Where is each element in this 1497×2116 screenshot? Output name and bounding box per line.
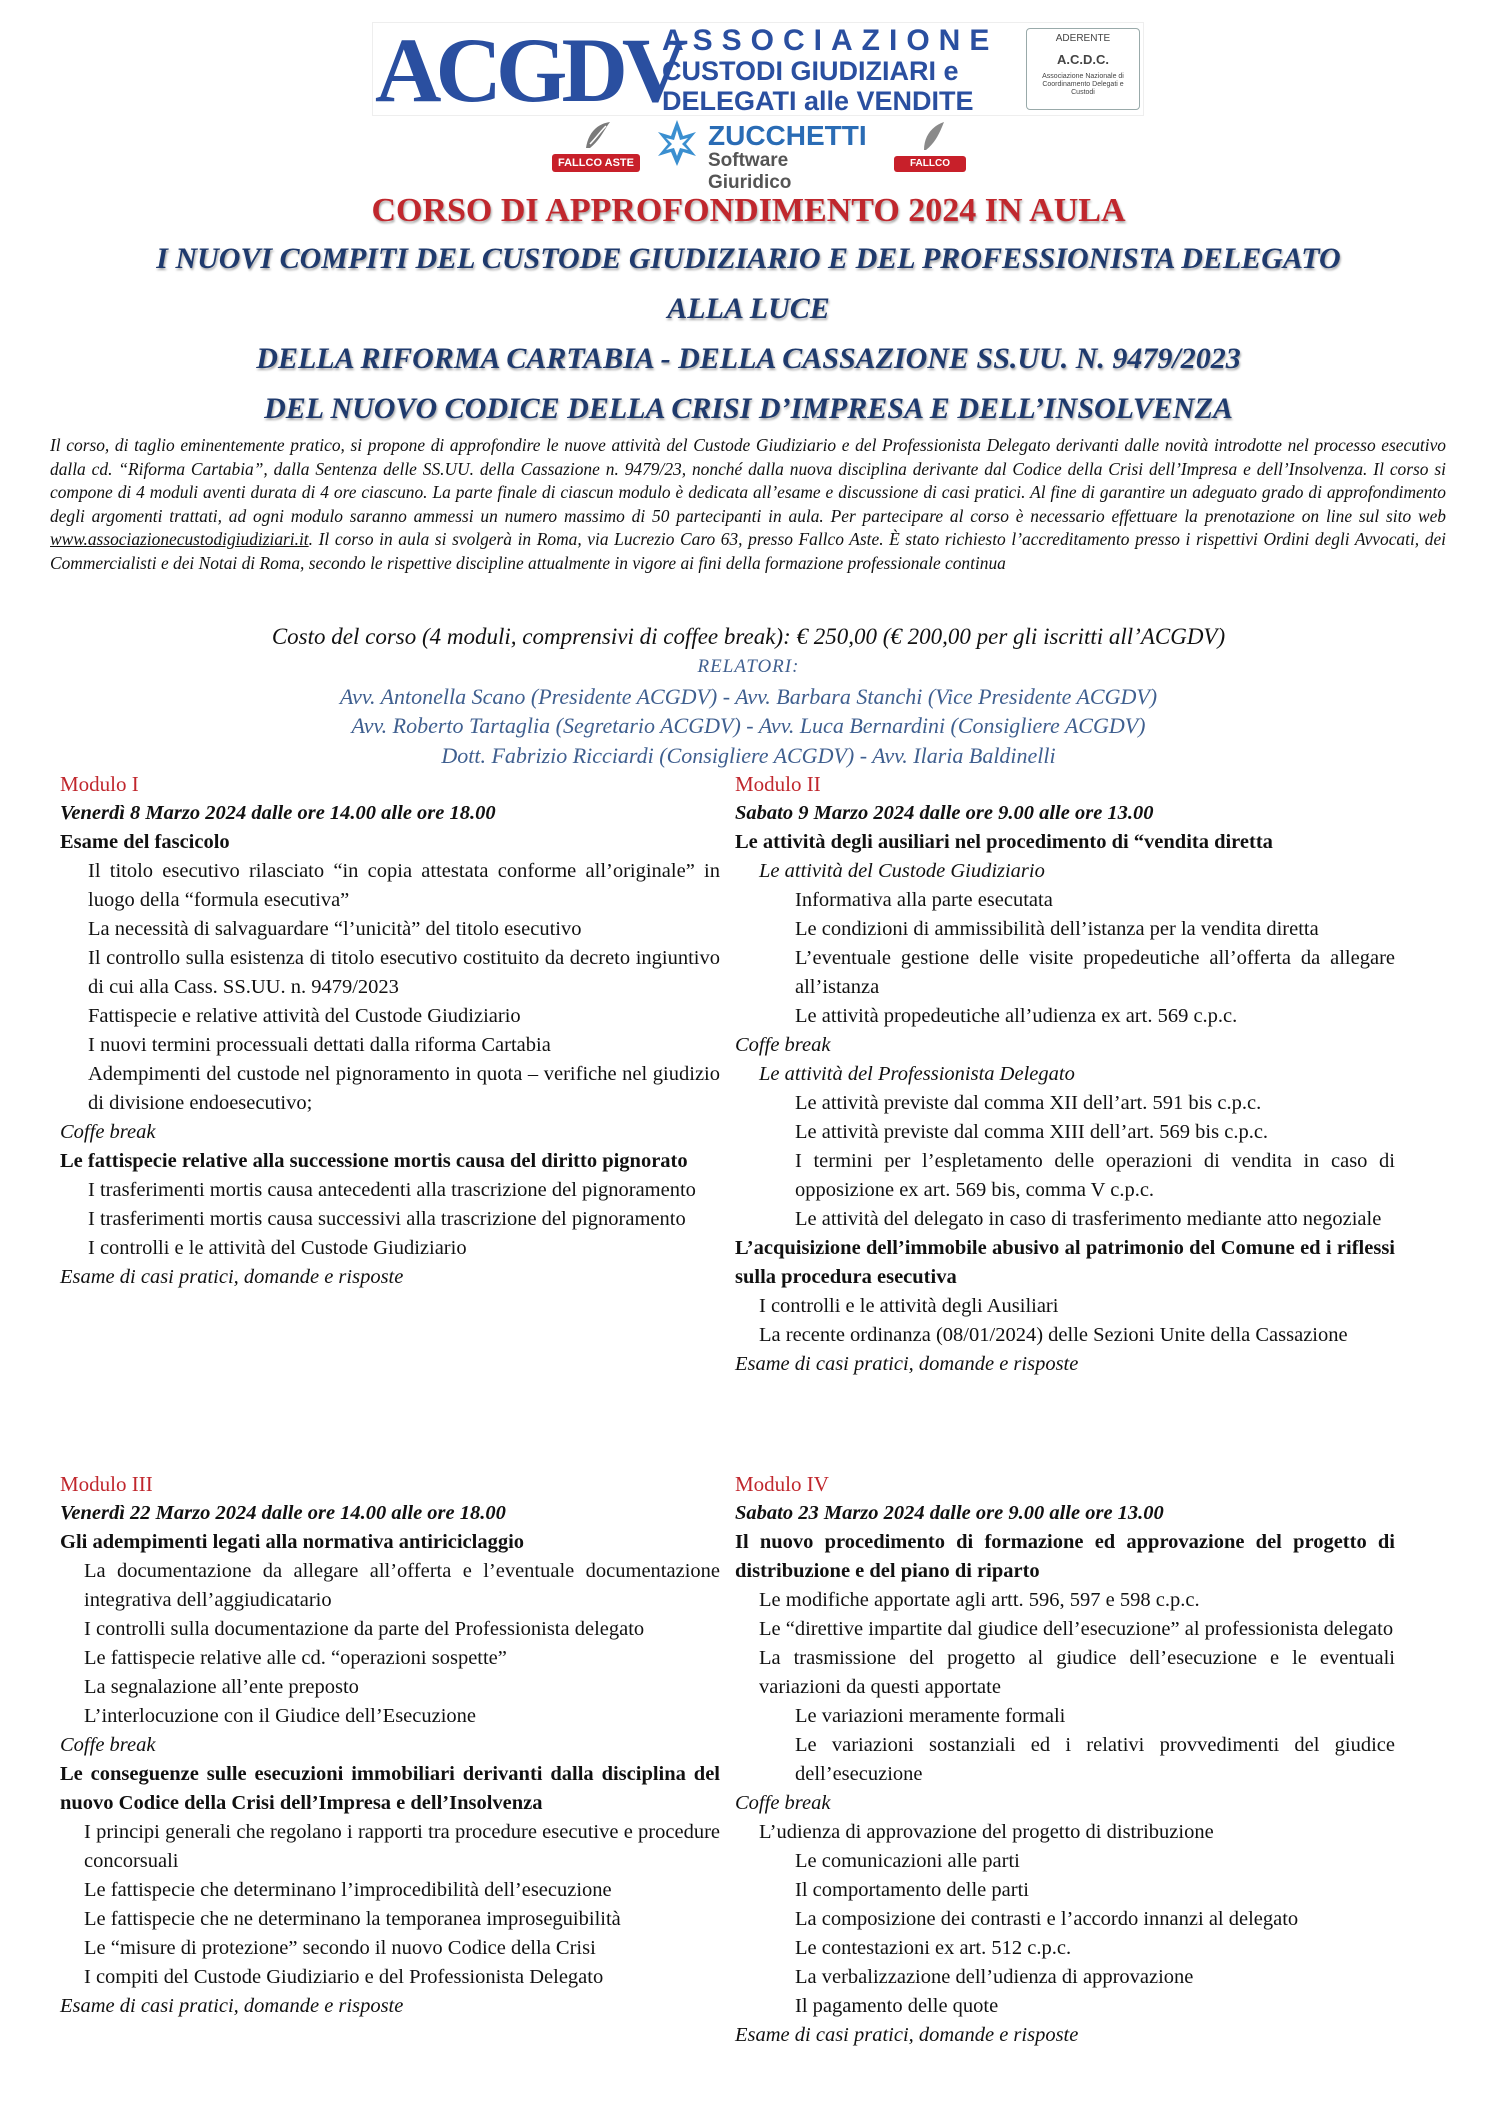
intro-text-after: . Il corso in aula si svolgerà in Roma, via Lucrezio Caro 63, presso Fallco Aste. È stato richiesto l’accreditamento presso i rispettivi Ordini degli Avvocati, dei Commercialisti e dei Notai di Roma, secondo le rispettive discipline attualmente in vigore ai fini della formazione professionale continua (50, 529, 1446, 573)
module-4 (735, 1470, 1395, 2050)
module-date: Sabato 23 Marzo 2024 dalle ore 9.00 alle ore 13.00 (735, 1502, 1164, 1524)
list-item: Le attività propedeutiche all’udienza ex art. 569 c.p.c. (795, 1005, 1238, 1027)
list-item: La necessità di salvaguardare “l’unicità” del titolo esecutivo (88, 918, 582, 940)
zucchetti-star-icon (656, 118, 698, 168)
coffee-break: Coffe break (60, 1121, 156, 1143)
list-item: Le fattispecie relative alle cd. “operazioni sospette” (84, 1647, 507, 1669)
fallco-aste-label: FALLCO ASTE (552, 154, 640, 172)
header (0, 0, 1497, 193)
section-heading: Esame del fascicolo (60, 831, 230, 853)
list-item: Le variazioni meramente formali (795, 1705, 1066, 1727)
list-item: Le condizioni di ammissibilità dell’istanza per la vendita diretta (795, 918, 1319, 940)
speakers (0, 652, 1497, 770)
fallco-aste-logo (552, 120, 642, 172)
zucchetti-subtitle: Software Giuridico (708, 150, 792, 193)
list-item: Le fattispecie che ne determinano la temporanea improseguibilità (84, 1908, 621, 1930)
subsection-heading: L’udienza di approvazione del progetto di distribuzione (759, 1821, 1214, 1843)
fallco-leaf-icon (582, 120, 612, 152)
module-title: Modulo III (60, 1472, 153, 1496)
list-item: I principi generali che regolano i rapporti tra procedure esecutive e procedure concorsuali (84, 1821, 720, 1872)
association-name (662, 26, 1022, 116)
module-title: Modulo II (735, 772, 821, 796)
module-date: Venerdì 8 Marzo 2024 dalle ore 14.00 alle ore 18.00 (60, 802, 496, 824)
intro-paragraph (50, 434, 1446, 576)
acdc-badge-top: ADERENTE (1055, 33, 1111, 44)
list-item: I controlli e le attività degli Ausiliari (759, 1295, 1059, 1317)
list-item: I compiti del Custode Giudiziario e del Professionista Delegato (84, 1966, 604, 1988)
list-item: La composizione dei contrasti e l’accordo innanzi al delegato (795, 1908, 1299, 1930)
list-item: L’eventuale gestione delle visite propedeutiche all’offerta da allegare all’istanza (795, 947, 1395, 998)
list-item: Le attività previste dal comma XIII dell’art. 569 bis c.p.c. (795, 1121, 1269, 1143)
list-item: L’interlocuzione con il Giudice dell’Esecuzione (84, 1705, 477, 1727)
list-item: Fattispecie e relative attività del Custode Giudiziario (88, 1005, 521, 1027)
association-line-1: ASSOCIAZIONE (662, 24, 999, 57)
practical-cases: Esame di casi pratici, domande e risposte (60, 1266, 404, 1288)
practical-cases: Esame di casi pratici, domande e risposte (735, 1353, 1079, 1375)
list-item: I trasferimenti mortis causa antecedenti alla trascrizione del pignoramento (88, 1179, 696, 1201)
acgdv-logo: ACGDV (375, 19, 683, 121)
list-item: La recente ordinanza (08/01/2024) delle Sezioni Unite della Cassazione (759, 1324, 1348, 1346)
module-2 (735, 770, 1395, 1379)
list-item: La documentazione da allegare all’offerta e l’eventuale documentazione integrativa dell’aggiudicatario (84, 1560, 720, 1611)
course-cost: Costo del corso (4 moduli, comprensivi di coffee break): € 250,00 (€ 200,00 per gli iscritti all’ACGDV) (271, 624, 1226, 649)
module-date: Venerdì 22 Marzo 2024 dalle ore 14.00 alle ore 18.00 (60, 1502, 506, 1524)
coffee-break: Coffe break (735, 1792, 831, 1814)
website-link[interactable]: www.associazionecustodigiudiziari.it (50, 529, 309, 550)
section-heading: Gli adempimenti legati alla normativa antiriciclaggio (60, 1531, 525, 1553)
fallco-logo (894, 120, 966, 172)
list-item: I nuovi termini processuali dettati dalla riforma Cartabia (88, 1034, 551, 1056)
practical-cases: Esame di casi pratici, domande e risposte (735, 2024, 1079, 2046)
subtitle-line-2: ALLA LUCE (667, 292, 830, 325)
speakers-line-1: Avv. Antonella Scano (Presidente ACGDV) - Avv. Barbara Stanchi (Vice Presidente ACGDV) (339, 683, 1158, 709)
module-3 (60, 1470, 720, 2021)
list-item: Le “misure di protezione” secondo il nuovo Codice della Crisi (84, 1937, 596, 1959)
section-heading: Le fattispecie relative alla successione mortis causa del diritto pignorato (60, 1150, 688, 1172)
module-title: Modulo I (60, 772, 139, 796)
list-item: Informativa alla parte esecutata (795, 889, 1053, 911)
list-item: I controlli sulla documentazione da parte del Professionista delegato (84, 1618, 645, 1640)
title-block (40, 188, 1457, 434)
list-item: I trasferimenti mortis causa successivi alla trascrizione del pignoramento (88, 1208, 686, 1230)
coffee-break: Coffe break (60, 1734, 156, 1756)
practical-cases: Esame di casi pratici, domande e risposte (60, 1995, 404, 2017)
subsection-heading: Le attività del Professionista Delegato (759, 1063, 1075, 1085)
list-item: Le attività del delegato in caso di trasferimento mediante atto negoziale (795, 1208, 1382, 1230)
zucchetti-name: ZUCCHETTI (708, 120, 867, 151)
list-item: Il titolo esecutivo rilasciato “in copia attestata conforme all’originale” in luogo della “formula esecutiva” (88, 860, 720, 911)
subtitle-line-3: DELLA RIFORMA CARTABIA - DELLA CASSAZIONE SS.UU. N. 9479/2023 (256, 342, 1241, 375)
list-item: Le “direttive impartite dal giudice dell’esecuzione” al professionista delegato (759, 1618, 1394, 1640)
list-item: Le modifiche apportate agli artt. 596, 597 e 598 c.p.c. (759, 1589, 1200, 1611)
course-title: CORSO DI APPROFONDIMENTO 2024 IN AULA (371, 192, 1126, 229)
list-item: La verbalizzazione dell’udienza di approvazione (795, 1966, 1194, 1988)
subsection-heading: Le attività del Custode Giudiziario (759, 860, 1045, 882)
acdc-badge-name: A.C.D.C. (1057, 52, 1109, 67)
subtitle-line-4: DEL NUOVO CODICE DELLA CRISI D’IMPRESA E DELL’INSOLVENZA (264, 392, 1233, 425)
intro-text-before: Il corso, di taglio eminentemente pratico, si propone di approfondire le nuove attività del Custode Giudiziario e del Professionista Delegato derivanti dalle novità introdotte nel processo esecutivo dalla cd. “Riforma Cartabia”, dalla Sentenza delle SS.UU. della Cassazione n. 9479/23, nonché dalla nuova disciplina derivante dal Codice della Crisi dell’Impresa e dell’Insolvenza. Il corso si compone di 4 moduli aventi durata di 4 ore ciascuno. La parte finale di ciascun modulo è dedicata all’esame e discussione di casi pratici. Al fine di garantire un adeguato grado di approfondimento degli argomenti trattati, ad ogni modulo saranno ammessi un numero massimo di 50 partecipanti in aula. Per partecipare al corso è necessario effettuare la prenotazione on line sul sito web (50, 435, 1446, 526)
speakers-line-2: Avv. Roberto Tartaglia (Segretario ACGDV) - Avv. Luca Bernardini (Consigliere ACGDV) (351, 713, 1146, 738)
association-line-3: DELEGATI alle VENDITE (662, 86, 974, 116)
module-title: Modulo IV (735, 1472, 829, 1496)
list-item: Le variazioni sostanziali ed i relativi provvedimenti del giudice dell’esecuzione (795, 1734, 1395, 1785)
list-item: Le contestazioni ex art. 512 c.p.c. (795, 1937, 1072, 1959)
section-heading: Il nuovo procedimento di formazione ed approvazione del progetto di distribuzione e del piano di riparto (735, 1531, 1395, 1582)
list-item: La segnalazione all’ente preposto (84, 1676, 359, 1698)
module-date: Sabato 9 Marzo 2024 dalle ore 9.00 alle ore 13.00 (735, 802, 1154, 824)
list-item: Adempimenti del custode nel pignoramento in quota – verifiche nel giudizio di divisione endoesecutivo; (88, 1063, 720, 1114)
list-item: I controlli e le attività del Custode Giudiziario (88, 1237, 467, 1259)
list-item: Il pagamento delle quote (795, 1995, 999, 2017)
association-line-2: CUSTODI GIUDIZIARI e (662, 56, 959, 86)
subtitle-line-1: I NUOVI COMPITI DEL CUSTODE GIUDIZIARIO E DEL PROFESSIONISTA DELEGATO (156, 242, 1341, 275)
fallco-leaf-icon (920, 120, 946, 154)
speakers-line-3: Dott. Fabrizio Ricciardi (Consigliere ACGDV) - Avv. Ilaria Baldinelli (441, 742, 1056, 768)
acdc-badge-desc: Associazione Nazionale di Coordinamento Delegati e Custodi (1042, 73, 1124, 96)
list-item: Le comunicazioni alle parti (795, 1850, 1020, 1872)
section-heading: L’acquisizione dell’immobile abusivo al patrimonio del Comune ed i riflessi sulla procedura esecutiva (735, 1237, 1395, 1288)
section-heading: Le attività degli ausiliari nel procedimento di “vendita diretta (735, 831, 1273, 853)
acdc-badge (1026, 28, 1140, 110)
speakers-heading: RELATORI: (697, 656, 800, 677)
module-1 (60, 770, 720, 1292)
list-item: La trasmissione del progetto al giudice dell’esecuzione e le eventuali variazioni da questi apportate (759, 1647, 1395, 1698)
coffee-break: Coffe break (735, 1034, 831, 1056)
section-heading: Le conseguenze sulle esecuzioni immobiliari derivanti dalla disciplina del nuovo Codice della Crisi dell’Impresa e dell’Insolvenza (60, 1763, 720, 1814)
list-item: Il controllo sulla esistenza di titolo esecutivo costituito da decreto ingiuntivo di cui alla Cass. SS.UU. n. 9479/2023 (88, 947, 720, 998)
list-item: Il comportamento delle parti (795, 1879, 1029, 1901)
zucchetti-logo (656, 118, 867, 193)
list-item: Le fattispecie che determinano l’improcedibilità dell’esecuzione (84, 1879, 612, 1901)
list-item: Le attività previste dal comma XII dell’art. 591 bis c.p.c. (795, 1092, 1262, 1114)
fallco-label: FALLCO (894, 156, 966, 172)
list-item: I termini per l’espletamento delle operazioni di vendita in caso di opposizione ex art. 569 bis, comma V c.p.c. (795, 1150, 1395, 1201)
